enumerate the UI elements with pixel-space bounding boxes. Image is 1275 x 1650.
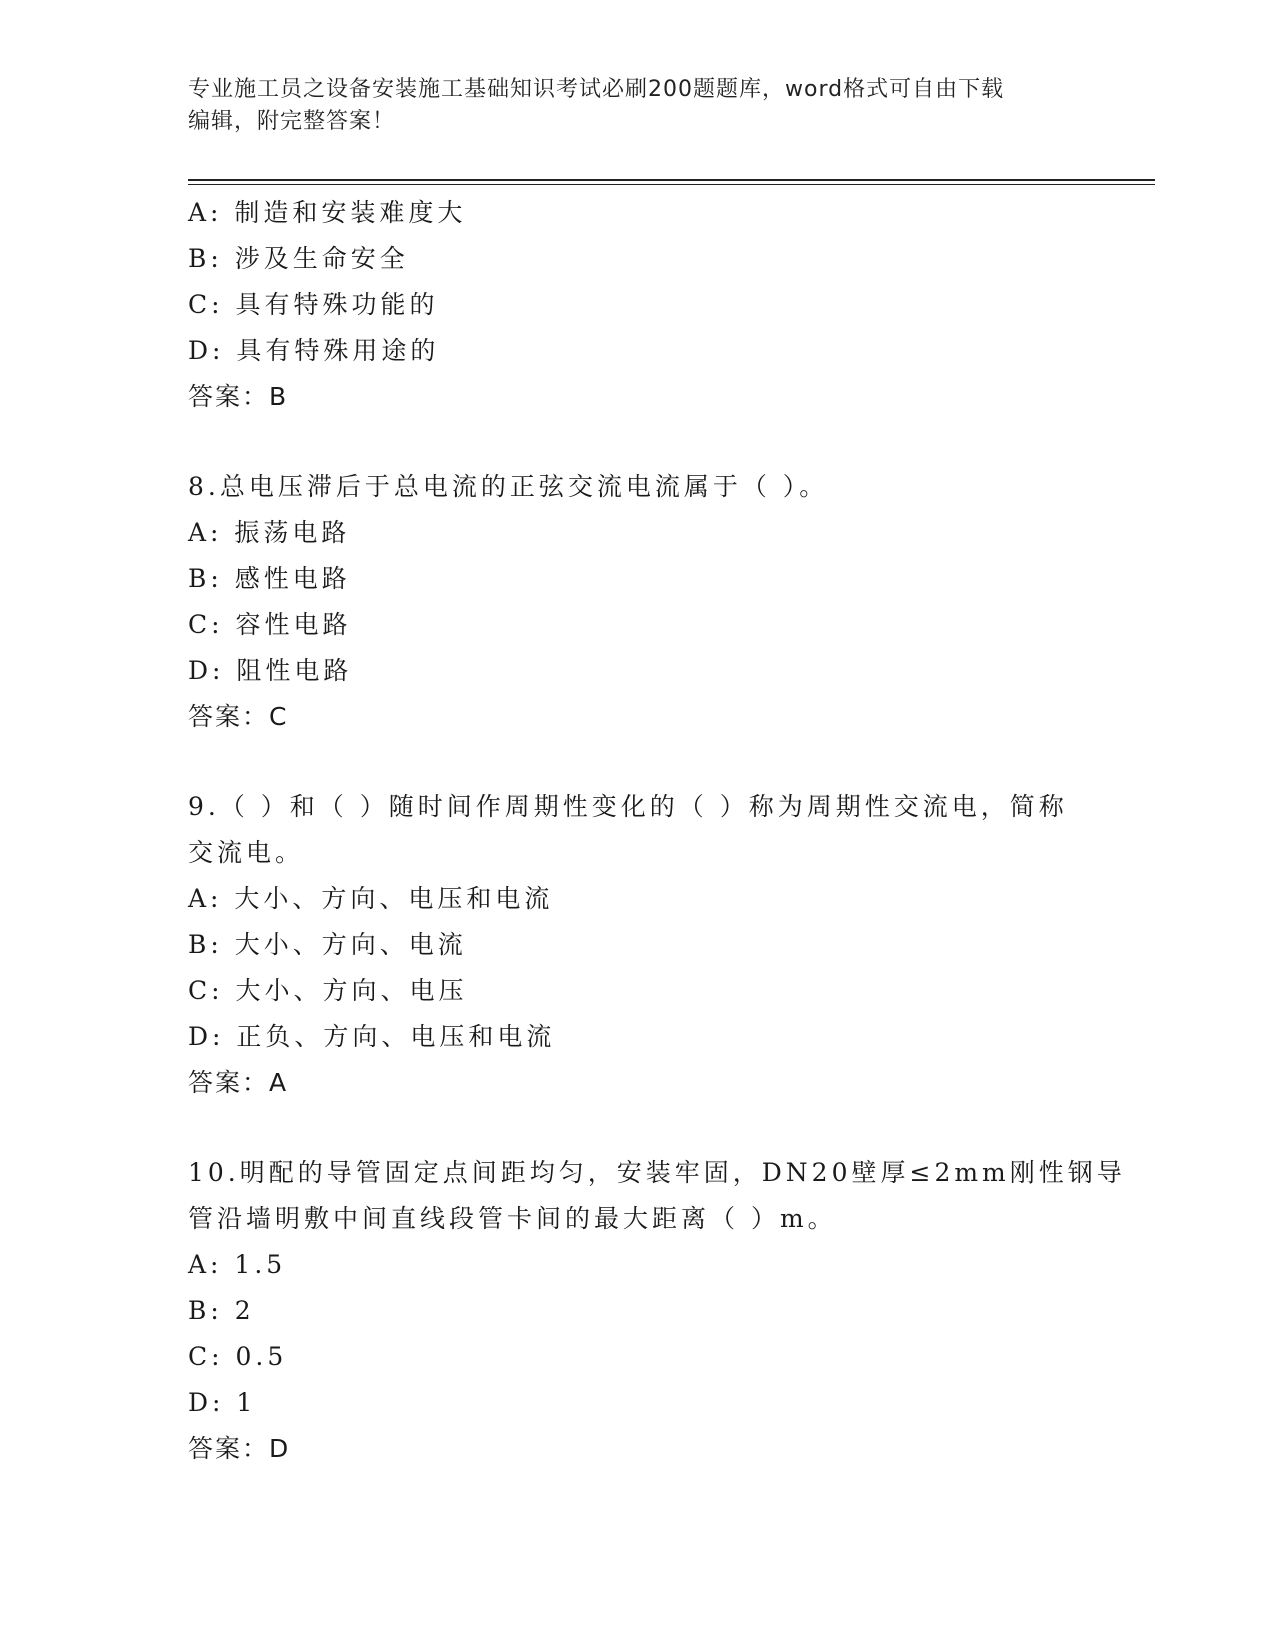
spacer bbox=[188, 420, 1088, 464]
question-block-10 bbox=[188, 1150, 1126, 1472]
question-block-8 bbox=[188, 464, 1088, 740]
option-d: D: 具有特殊用途的 bbox=[188, 336, 440, 365]
option-b: B: 感性电路 bbox=[188, 564, 351, 593]
option-b: B: 涉及生命安全 bbox=[188, 244, 409, 273]
answer-line: 答案：B bbox=[188, 382, 289, 411]
option-a: A: 制造和安装难度大 bbox=[188, 198, 467, 227]
option-a: A: 1.5 bbox=[188, 1250, 287, 1279]
spacer bbox=[188, 1106, 1088, 1150]
option-d: D: 1 bbox=[188, 1388, 257, 1417]
option-c: C: 0.5 bbox=[188, 1342, 288, 1371]
document-header bbox=[188, 74, 1068, 138]
header-line-2: 编辑，附完整答案！ bbox=[188, 109, 396, 134]
question-text-line-1: 10.明配的导管固定点间距均匀，安装牢固，DN20壁厚≤2mm刚性钢导 bbox=[188, 1158, 1126, 1187]
option-a: A: 大小、方向、电压和电流 bbox=[188, 884, 554, 913]
option-b: B: 大小、方向、电流 bbox=[188, 930, 467, 959]
option-c: C: 具有特殊功能的 bbox=[188, 290, 439, 319]
question-block-7 bbox=[188, 190, 1088, 420]
answer-line: 答案：D bbox=[188, 1434, 291, 1463]
question-block-9 bbox=[188, 784, 1088, 1106]
option-c: C: 大小、方向、电压 bbox=[188, 976, 468, 1005]
question-text-line-1: 9.（ ）和（ ）随时间作周期性变化的（ ）称为周期性交流电，简称 bbox=[188, 792, 1068, 821]
spacer bbox=[188, 740, 1088, 784]
option-d: D: 阻性电路 bbox=[188, 656, 353, 685]
answer-line: 答案：A bbox=[188, 1068, 289, 1097]
option-a: A: 振荡电路 bbox=[188, 518, 351, 547]
question-text-line-2: 交流电。 bbox=[188, 838, 305, 867]
option-d: D: 正负、方向、电压和电流 bbox=[188, 1022, 556, 1051]
question-text: 8.总电压滞后于总电流的正弦交流电流属于（ ）。 bbox=[188, 472, 829, 501]
header-line-1: 专业施工员之设备安装施工基础知识考试必刷200题题库，word格式可自由下载 bbox=[188, 77, 1005, 102]
question-text-line-2: 管沿墙明敷中间直线段管卡间的最大距离（ ）m。 bbox=[188, 1204, 837, 1233]
option-c: C: 容性电路 bbox=[188, 610, 352, 639]
option-b: B: 2 bbox=[188, 1296, 255, 1325]
answer-line: 答案：C bbox=[188, 702, 289, 731]
header-rule-thick bbox=[188, 179, 1155, 181]
question-list bbox=[188, 190, 1126, 1472]
header-rule-thin bbox=[188, 184, 1155, 185]
